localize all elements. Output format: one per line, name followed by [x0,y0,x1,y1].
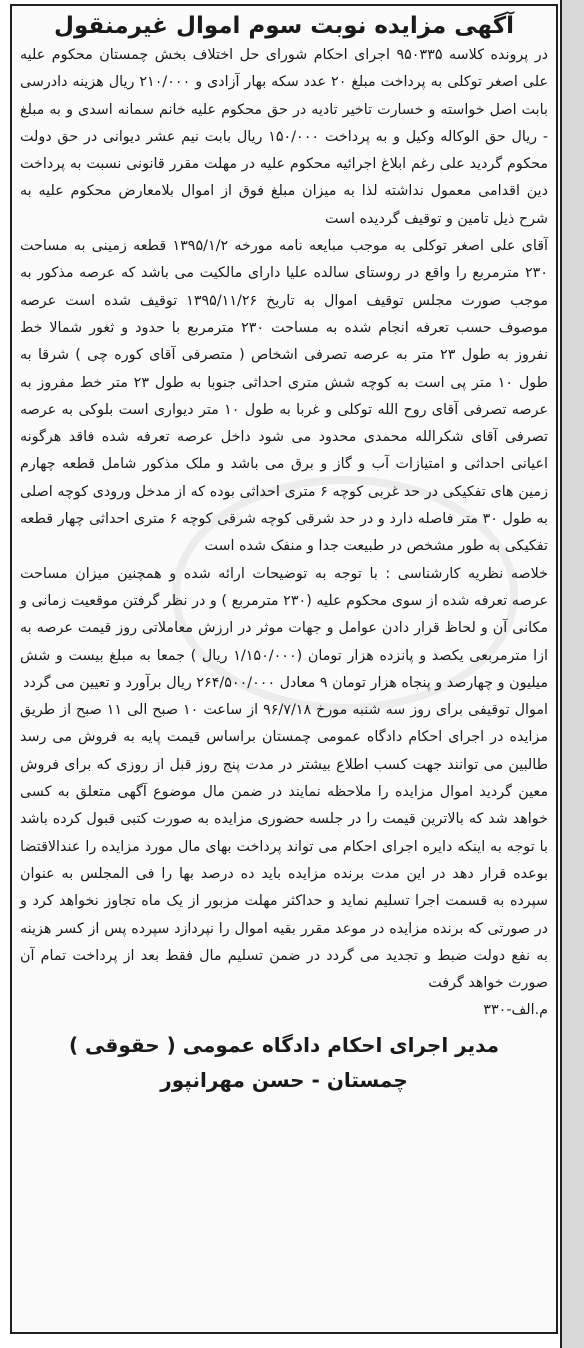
signatory-title: مدیر اجرای احکام دادگاه عمومی ( حقوقی ) [68,1033,500,1058]
paragraph-property-description: آقای علی اصغر توکلی به موجب مبایعه نامه مورخه ۱۳۹۵/۱/۲ قطعه زمینی به مساحت ۲۳۰ مترمربع را واقع در روستای سالده علیا دارای مالکیت می باشد که عرصه مذکور به موجب صورت مجلس توقیف اموال به تاریخ ۱۳۹۵/۱۱/۲۶ توقیف شده است عرصه موصوف حسب تعرفه انجام شده به مساحت ۲۳۰ مترمربع با حدود و ثغور شمالا خط نفروز به طول ۲۳ متر به عرصه تصرفی اشخاص ( متصرفی آقای کوره چی ) شرقا به طول ۱۰ متر پی است به کوچه شش متری احداثی جنوبا به طول ۲۳ متر خط مفروز به عرصه تصرفی آقای روح الله توکلی و غربا به طول ۱۰ متر دیواری است بلوکی به عرصه تصرفی آقای شکرالله محمدی محدود می شود داخل عرصه تعرفه شده فاقد هرگونه اعیانی احداثی و امتیازات آب و گاز و برق می باشد و ملک مذکور شامل قطعه چهارم زمین های تفکیکی در حد غربی کوچه ۶ متری احداثی بوده که از مدخل ورودی کوچه اصلی به طول ۳۰ متر فاصله دارد و در حد شرقی کوچه شرقی کوچه ۶ متری احداثی چهار قطعه تفکیکی به طور مشخص در طبیعت جدا و منفک شده است [20,238,549,555]
adjacent-column-edge [560,0,584,1348]
paragraph-case-details: در پرونده کلاسه ۹۵۰۳۳۵ اجرای احکام شورای حل اختلاف بخش چمستان محکوم علیه علی اصغر توکلی به پرداخت مبلغ ۲۰ عدد سکه بهار آزادی و ۲۱۰/۰۰۰ ریال هزینه دادرسی بابت اصل خواسته و خسارت تاخیر تادیه در حق محکوم علیه خانم سمانه اسدی و به مبلغ - ریال حق الوکاله وکیل و به پرداخت ۱۵۰/۰۰۰ ریال بابت نیم عشر دیوانی در حق دولت محکوم گردید علی رغم ابلاغ اجرائیه محکوم علیه در مهلت مقرر قانونی نسبت به پرداخت دین اقدامی معمول نداشته لذا به میزان مبلغ فوق از اموال بلامعارض محکوم علیه به شرح ذیل تامین و توقیف گردیده است [20,47,548,227]
notice-title: آگهی مزایده نوبت سوم اموال غیرمنقول [54,13,514,39]
paragraph-expert-opinion: خلاصه نظریه کارشناسی : با توجه به توضیحات ارائه شده و همچنین میزان مساحت عرصه تعرفه شده از سوی محکوم علیه (۲۳۰ مترمربع ) و در نظر گرفتن موقعیت زمانی و مکانی آن و لحاظ قرار دادن عوامل و جهات موثر در ارزش معاملاتی روز قیمت عرصه به ازا مترمربعی یکصد و پانزده هزار تومان (۱/۱۵۰/۰۰۰ ریال ) جمعا به مبلغ بیست و شش میلیون و چهارصد و پنجاه هزار تومان ۹ معادل ۲۶۴/۵۰۰/۰۰۰ ریال برآورد و تعیین می گردد [20,565,549,691]
signatory-name: چمستان - حسن مهرانپور [160,1068,408,1093]
paragraph-auction-terms: اموال توقیفی برای روز سه شنبه مورخ ۹۶/۷/۱۸ از ساعت ۱۰ صبح الی ۱۱ صبح از طریق مزایده در اجرای احکام دادگاه عمومی چمستان براساس قیمت پایه به فروش می رسد طالبین می توانند جهت کسب اطلاع بیشتر در مدت پنج روز قبل از روزی که برای فروش معین گردید اموال مزایده را ملاحظه نمایند در ضمن مال موضوع آگهی متعلق به کسی خواهد شد که بالاترین قیمت را در جلسه حضوری مزایده به صورت کتبی قبول کرده باشد با توجه به اینکه دایره اجرای احکام می تواند پرداخت بهای مال مورد مزایده را عندالاقتضا بوعده قرار دهد در این مدت برنده مزایده باید ده درصد بها را فی المجلس به عنوان سپرده به قسمت اجرا تسلیم نماید و حداکثر مهلت مزبور از یک ماه تجاوز نخواهد کرد و در صورتی که برنده مزایده در موعد مقرر بقیه اموال را نپردازد سپرده پس از کسر هزینه به نفع دولت ضبط و تجدید می گردد در ضمن تسلیم مال فقط بعد از پرداخت تمام آن صورت خواهد گرفت [20,702,548,992]
reference-number: م.الف-۳۳۰ [483,1002,548,1019]
auction-notice [10,4,558,1334]
signature-block [20,1027,548,1097]
